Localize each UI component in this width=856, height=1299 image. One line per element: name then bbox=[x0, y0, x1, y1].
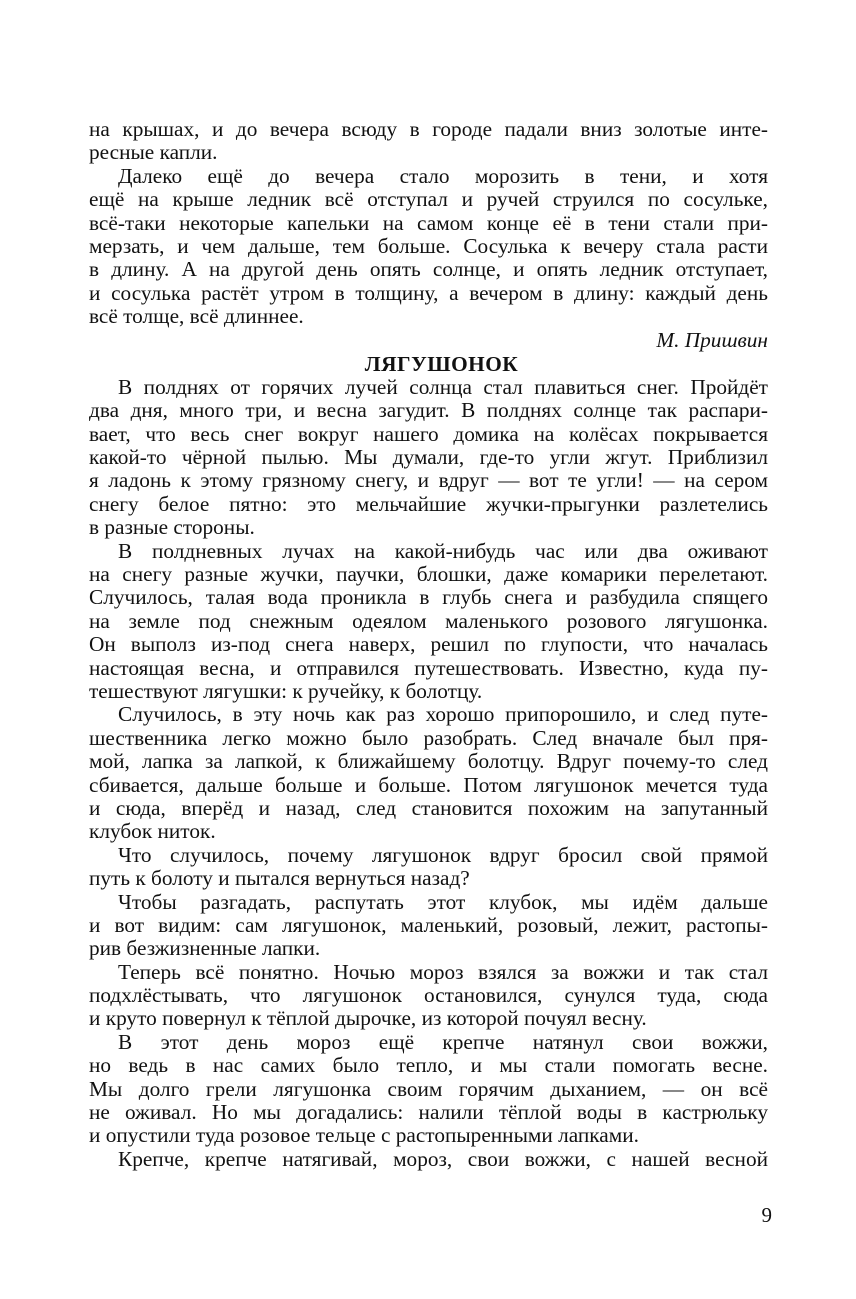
text-line: всё толще, всё длиннее. bbox=[89, 304, 304, 329]
text-line: рив безжизненные лапки. bbox=[89, 936, 321, 961]
text-line: в разные стороны. bbox=[89, 515, 255, 540]
text-line: какой-то чёрной пылью. Мы думали, где-то угли жгут. Приблизил bbox=[89, 445, 768, 470]
story-title: ЛЯГУШОНОК bbox=[364, 351, 519, 376]
text-line: вает, что весь снег вокруг нашего домика на колёсах покрывается bbox=[89, 421, 768, 446]
text-line: и вот видим: сам лягушонок, маленький, розовый, лежит, растопы- bbox=[89, 912, 768, 937]
text-line: два дня, много три, и весна загудит. В полднях солнце так распари- bbox=[89, 398, 768, 423]
page-number: 9 bbox=[761, 1203, 772, 1227]
text-line: В полднях от горячих лучей солнца стал плавиться снег. Пройдёт bbox=[118, 374, 768, 399]
text-line: настоящая весна, и отправился путешествовать. Известно, куда пу- bbox=[89, 655, 768, 680]
text-line: и сосулька растёт утром в толщину, а вечером в длину: каждый день bbox=[89, 280, 768, 305]
text-line: на крышах, и до вечера всюду в городе падали вниз золотые инте- bbox=[89, 117, 768, 141]
text-line: В этот день мороз ещё крепче натянул свои вожжи, bbox=[118, 1029, 768, 1054]
text-line: Случилось, в эту ночь как раз хорошо припорошило, и след путе- bbox=[118, 702, 768, 727]
text-line: Случилось, талая вода проникла в глубь снега и разбудила спящего bbox=[89, 585, 768, 610]
text-line: и опустили туда розовое тельце с растопыренными лапками. bbox=[89, 1123, 639, 1148]
text-line: не оживал. Но мы догадались: налили тёплой воды в кастрюльку bbox=[89, 1100, 768, 1125]
text-line: снегу белое пятно: это мельчайшие жучки-прыгунки разлетелись bbox=[89, 491, 768, 516]
text-line: и круто повернул к тёплой дырочке, из которой почуял весну. bbox=[89, 1006, 647, 1031]
text-line: Он выполз из-под снега наверх, решил по глупости, что началась bbox=[89, 632, 768, 657]
text-line: ресные капли. bbox=[89, 140, 218, 165]
text-line: и сюда, вперёд и назад, след становится похожим на запутанный bbox=[89, 795, 768, 820]
text-line: Теперь всё понятно. Ночью мороз взялся за вожжи и так стал bbox=[118, 959, 768, 984]
text-line: но ведь в нас самих было тепло, и мы стали помогать весне. bbox=[89, 1053, 768, 1078]
text-line: путь к болоту и пытался вернуться назад? bbox=[89, 866, 470, 891]
page-body bbox=[89, 118, 768, 1171]
text-line: В полдневных лучах на какой-нибудь час или два оживают bbox=[118, 538, 768, 563]
text-line: Крепче, крепче натягивай, мороз, свои вожжи, с нашей весной bbox=[118, 1146, 768, 1171]
text-line: Что случилось, почему лягушонок вдруг бросил свой прямой bbox=[118, 842, 768, 867]
text-line: ещё на крыше ледник всё отступал и ручей струился по сосульке, bbox=[89, 187, 768, 212]
text-line: я ладонь к этому грязному снегу, и вдруг — вот те угли! — на сером bbox=[89, 468, 768, 493]
text-line: мерзать, и чем дальше, тем больше. Сосулька к вечеру стала расти bbox=[89, 233, 768, 258]
text-line: подхлёстывать, что лягушонок остановился, сунулся туда, сюда bbox=[89, 983, 768, 1008]
text-line: мой, лапка за лапкой, к ближайшему болотцу. Вдруг почему-то след bbox=[89, 749, 768, 774]
text-line: сбивается, дальше больше и больше. Потом лягушонок мечется туда bbox=[89, 772, 768, 797]
text-line: Мы долго грели лягушонка своим горячим дыханием, — он всё bbox=[89, 1076, 768, 1101]
text-line: Далеко ещё до вечера стало морозить в тени, и хотя bbox=[118, 163, 768, 188]
text-line: всё-таки некоторые капельки на самом конце её в тени стали при- bbox=[89, 210, 768, 235]
text-line: тешествуют лягушки: к ручейку, к болотцу. bbox=[89, 678, 483, 703]
text-line: в длину. А на другой день опять солнце, и опять ледник отступает, bbox=[89, 257, 768, 282]
text-line: Чтобы разгадать, распутать этот клубок, мы идём дальше bbox=[118, 889, 768, 914]
text-line: на земле под снежным одеялом маленького розового лягушонка. bbox=[89, 608, 768, 633]
text-line: на снегу разные жучки, паучки, блошки, даже комарики перелетают. bbox=[89, 562, 768, 587]
author-signature: М. Пришвин bbox=[656, 327, 768, 352]
text-line: шественника легко можно было разобрать. След вначале был пря- bbox=[89, 725, 768, 750]
text-line: клубок ниток. bbox=[89, 819, 216, 844]
